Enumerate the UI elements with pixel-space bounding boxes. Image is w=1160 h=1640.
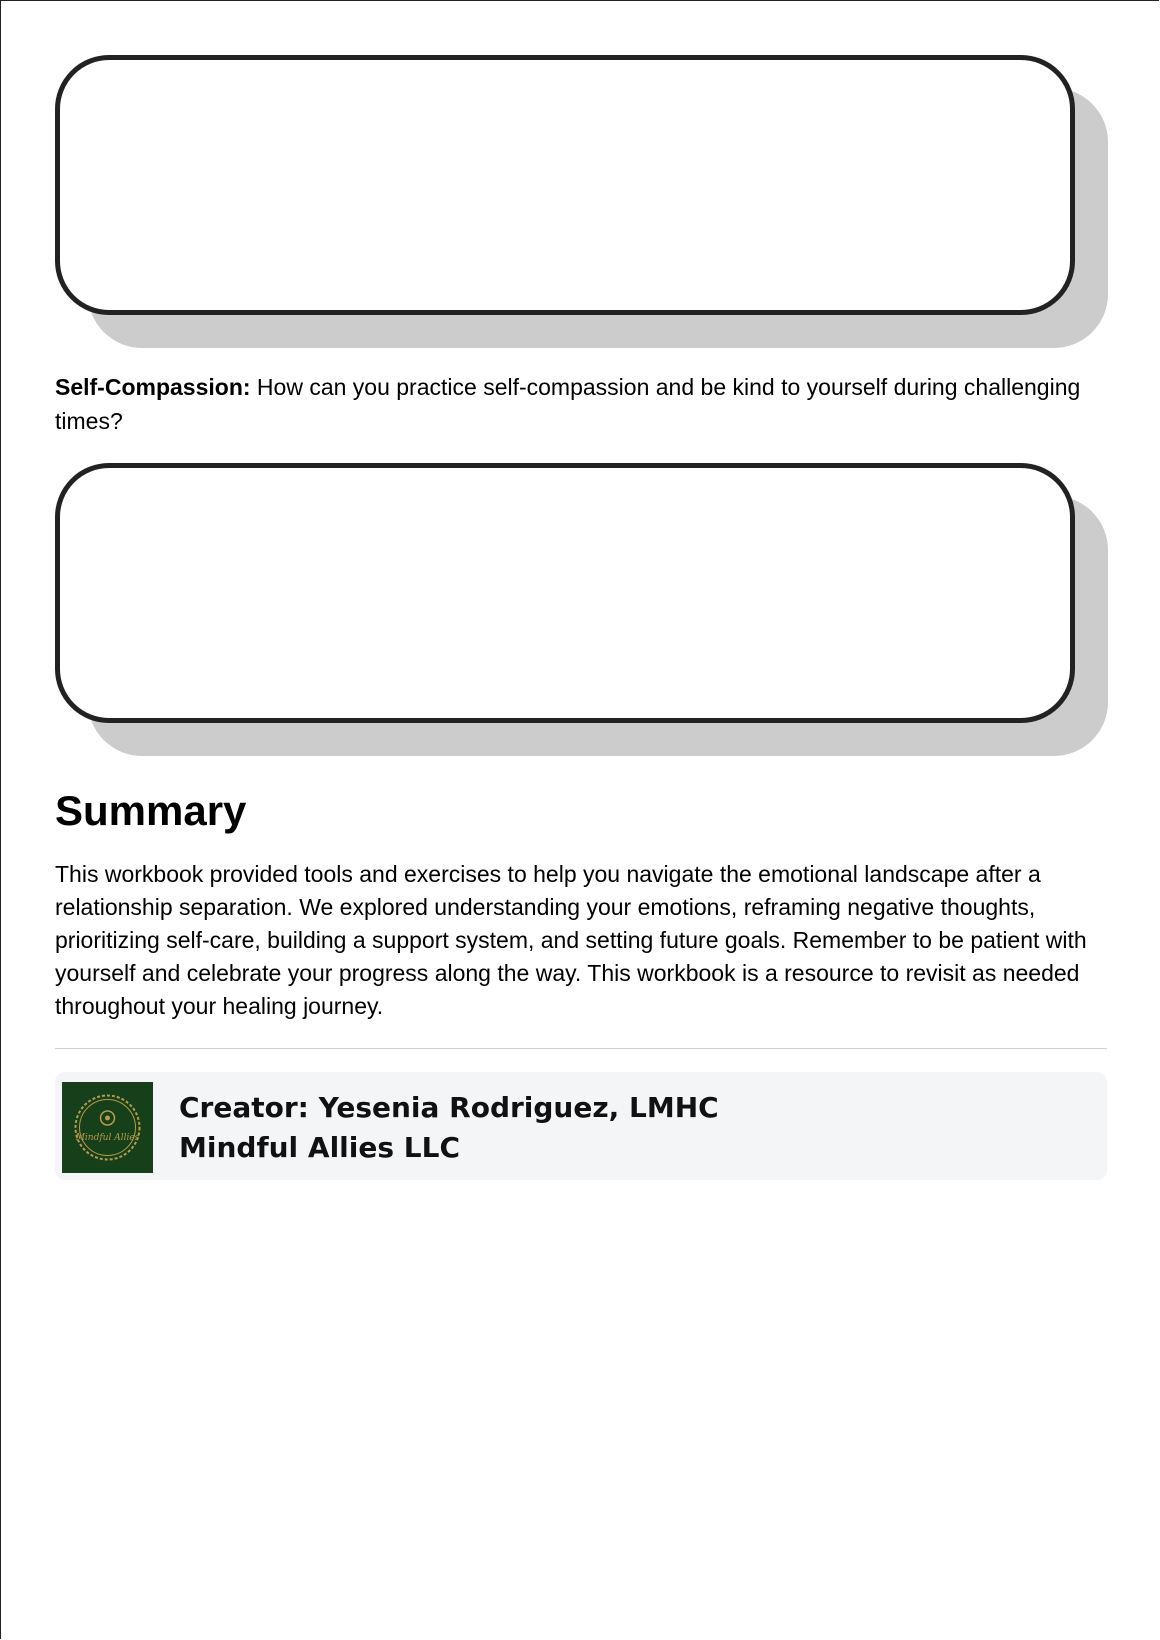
prompt-label: Self-Compassion:	[55, 374, 251, 400]
prompt-text: How can you practice self-compassion and be kind to yourself during challenging times?	[55, 374, 1081, 434]
divider	[55, 1048, 1107, 1049]
creator-name: Creator: Yesenia Rodriguez, LMHC	[179, 1091, 719, 1124]
creator-card	[55, 1072, 1107, 1180]
mindful-allies-logo	[62, 1082, 153, 1173]
self-compassion-prompt	[55, 370, 1115, 438]
summary-text: This workbook provided tools and exercises to help you navigate the emotional landscape after a relationship separation. We explored understanding your emotions, reframing negative thoughts, prioritizing self-care, building a support system, and setting future goals. Remember to be patient with yourself and celebrate your progress along the way. This workbook is a resource to revisit as needed throughout your healing journey.	[55, 861, 1087, 1019]
svg-text:Mindful Allies: Mindful Allies	[75, 1133, 140, 1143]
company-name: Mindful Allies LLC	[179, 1131, 460, 1164]
creator-info	[179, 1088, 719, 1168]
answer-box-previous[interactable]	[55, 55, 1075, 315]
summary-heading: Summary	[55, 787, 247, 834]
answer-box-self-compassion[interactable]	[55, 463, 1075, 723]
